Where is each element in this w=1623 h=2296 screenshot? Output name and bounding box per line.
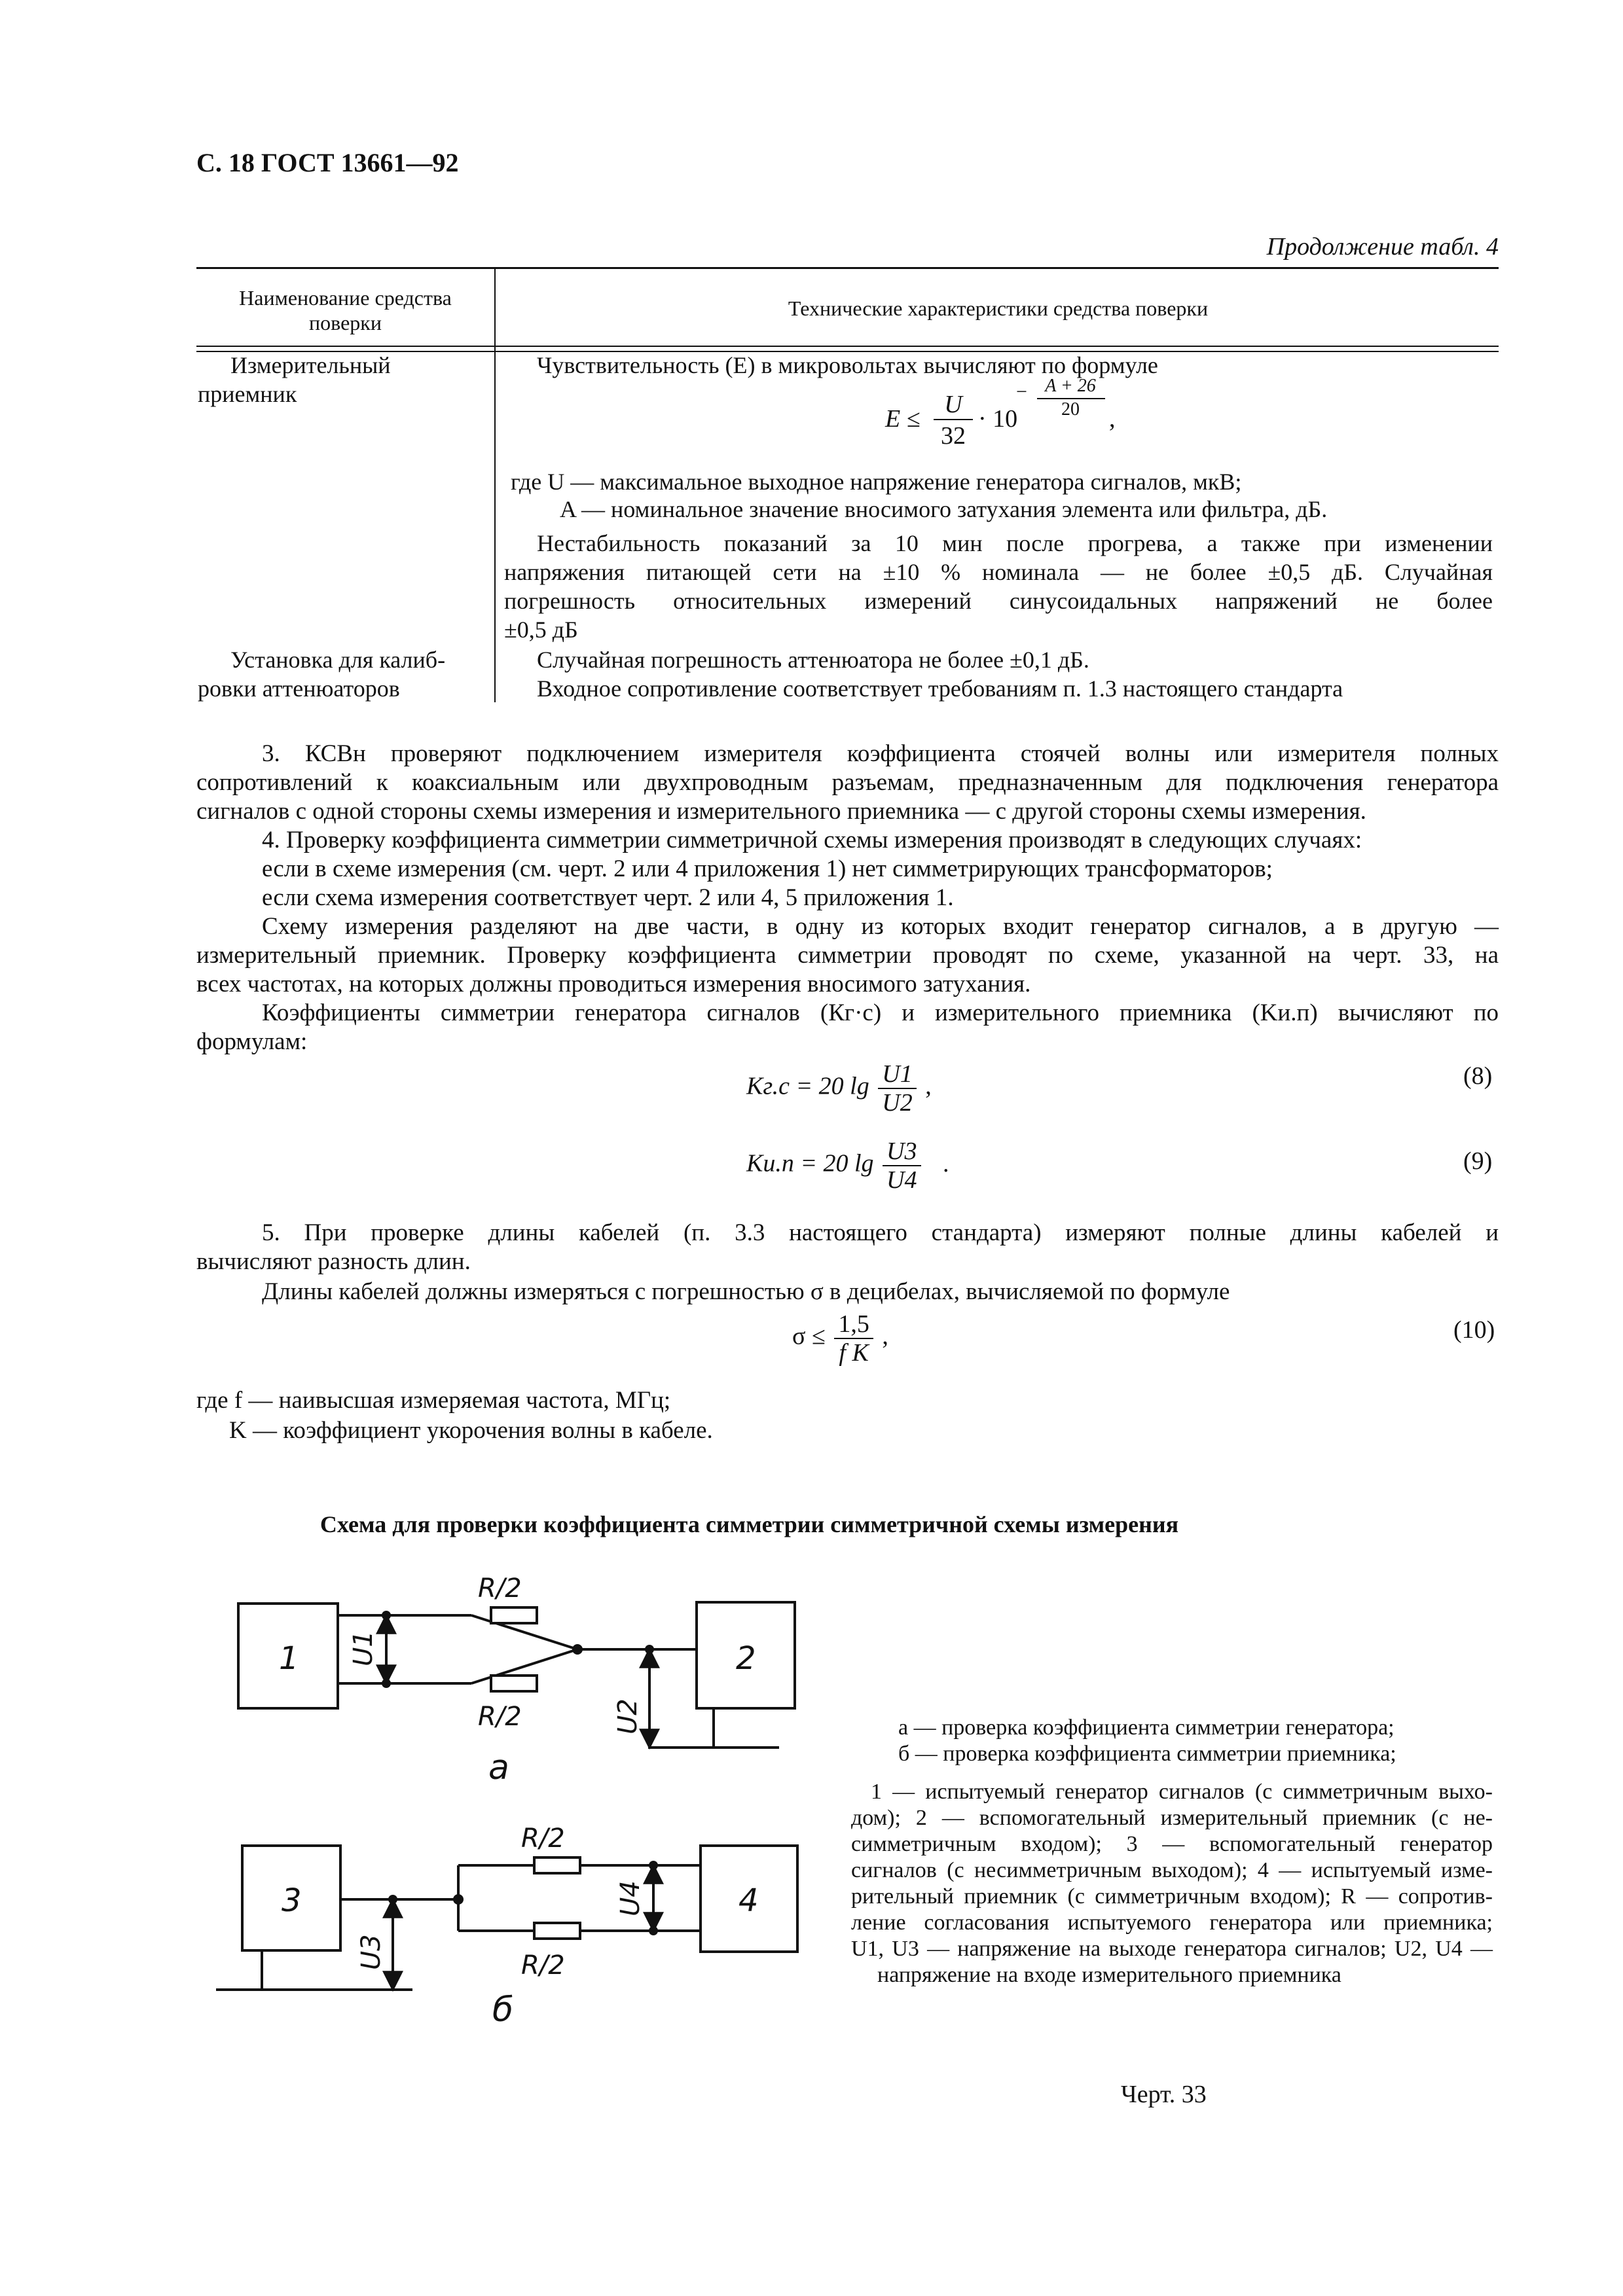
paragraph-6: Коэффициенты симметрии генератора сигналов (Кг·с) и измерительного приемника (Kи.п) вычисляют по формулам: — [196, 999, 1499, 1055]
circuit-diagrams — [216, 1571, 831, 2232]
row2-line1: Случайная погрешность аттенюатора не более ±0,1 дБ. — [537, 647, 1089, 673]
row1-where-a: A — номинальное значение вносимого затухания элемента или фильтра, дБ. — [560, 496, 1328, 522]
resistor-top-b — [534, 1857, 580, 1873]
legend-items: 1 — испытуемый генератор сигналов (с симметричным выхо- дом); 2 — вспомогательный измерительный приемник (с не- симметричным входом); 3 — вспомогательный генератор сигналов (с несимметричным выходом); 4 — испытуемый изме- рительный приемник (с симметричным входом); R — сопротив- ление согласования испытуемого генератора или приемника; U1, U3 — напряжение на выходе генератора сигналов; U2, U4 — напряжение на входе измерительного приемника — [851, 1780, 1493, 1987]
legend-a: а — проверка коэффициента симметрии генератора; — [898, 1715, 1395, 1740]
equation-10: σ ≤ $\frac{1,5}{\text{f K}}$ , — [792, 1310, 888, 1367]
equation-10-number: (10) — [1453, 1316, 1495, 1344]
resistor-bottom-a — [491, 1676, 537, 1691]
row1-name: Измерительный приемник — [198, 352, 391, 407]
legend-b: б — проверка коэффициента симметрии приемника; — [898, 1742, 1396, 1766]
equation-8-number: (8) — [1463, 1062, 1493, 1090]
u4-label: U4 — [615, 1880, 646, 1916]
row1-where-u: где U — максимальное выходное напряжение генератора сигналов, мкВ; — [511, 469, 1242, 495]
row2-name: Установка для калиб- ровки аттенюаторов — [198, 647, 446, 702]
box-4-label: 4 — [739, 1882, 759, 1919]
where-k: K — коэффициент укорочения волны в кабеле. — [229, 1417, 713, 1444]
sub-b-label: б — [492, 1990, 514, 2030]
u3-label: U3 — [356, 1934, 386, 1970]
r-top-b-label: R/2 — [521, 1823, 565, 1854]
table-header-name: Наименование средства поверки — [239, 286, 452, 334]
table-header-characteristics: Технические характеристики средства поверки — [788, 296, 1209, 320]
paragraph-8: Длины кабелей должны измеряться с погрешностью σ в децибелах, вычисляемой по формуле — [262, 1278, 1230, 1305]
page-header: С. 18 ГОСТ 13661—92 — [196, 148, 459, 177]
where-f: где f — наивысшая измеряемая частота, МГц; — [196, 1387, 671, 1414]
u1-label: U1 — [348, 1630, 378, 1666]
equation-9-number: (9) — [1463, 1147, 1493, 1175]
box-1-label: 1 — [279, 1640, 299, 1677]
r-bottom-b-label: R/2 — [521, 1950, 565, 1981]
paragraph-4: 4. Проверку коэффициента симметрии симметричной схемы измерения производят в следующих случаях: если в схеме измерения (см. черт. 2 или 4 приложения 1) нет симметрирующих трансформаторов; если схема измерения соответствует черт. 2 или 4, 5 приложения 1. — [262, 827, 1362, 911]
paragraph-5: Схему измерения разделяют на две части, в одну из которых входит генератор сигналов, а в другую — измерительный приемник. Проверку коэффициента симметрии проводят по схеме, указанной на черт. 33, на всех частотах, на которых должны проводиться измерения вносимого затухания. — [196, 913, 1499, 997]
u2-label: U2 — [613, 1698, 643, 1734]
resistor-top-a — [491, 1607, 537, 1623]
sensitivity-formula: E ≤ U 32 · 10 − A + 26 20 , — [885, 376, 1116, 450]
table-continuation-note: Продолжение табл. 4 — [1266, 233, 1499, 260]
row1-line1: Чувствительность (E) в микровольтах вычисляют по формуле — [537, 352, 1158, 378]
equation-9: Kи.п = 20 lg $\frac{U3}{U4}$ . — [746, 1138, 949, 1194]
box-3-label: 3 — [282, 1882, 302, 1919]
resistor-bottom-b — [534, 1923, 580, 1939]
sub-a-label: a — [488, 1748, 509, 1787]
paragraph-3: 3. КСВн проверяют подключением измерителя коэффициента стоячей волны или измерителя полных сопротивлений к коаксиальным или двухпроводным разъемам, предназначенным для подключения генератора сигналов с одной стороны схемы измерения и измерительного приемника — с другой стороны схемы измерения. — [196, 740, 1499, 825]
box-2-label: 2 — [736, 1640, 756, 1677]
r-top-a-label: R/2 — [478, 1573, 522, 1604]
r-bottom-a-label: R/2 — [478, 1702, 522, 1732]
row2-line2: Входное сопротивление соответствует требованиям п. 1.3 настоящего стандарта — [537, 675, 1343, 702]
figure-title: Схема для проверки коэффициента симметрии симметричной схемы измерения — [319, 1511, 1179, 1537]
figure-number: Черт. 33 — [1121, 2081, 1207, 2108]
equation-8: Kг.с = 20 lg $\frac{U1}{U2}$ , — [746, 1060, 932, 1117]
row1-instability-text: Нестабильность показаний за 10 мин после прогрева, а также при изменении напряжения питающей сети на ±10 % номинала — не более ±0,5 дБ. Случайная погрешность относительных измерений синусоидальных напряжений не более ±0,5 дБ — [504, 530, 1493, 643]
paragraph-7: 5. При проверке длины кабелей (п. 3.3 настоящего стандарта) измеряют полные длины кабелей и вычисляют разность длин. — [196, 1219, 1499, 1275]
